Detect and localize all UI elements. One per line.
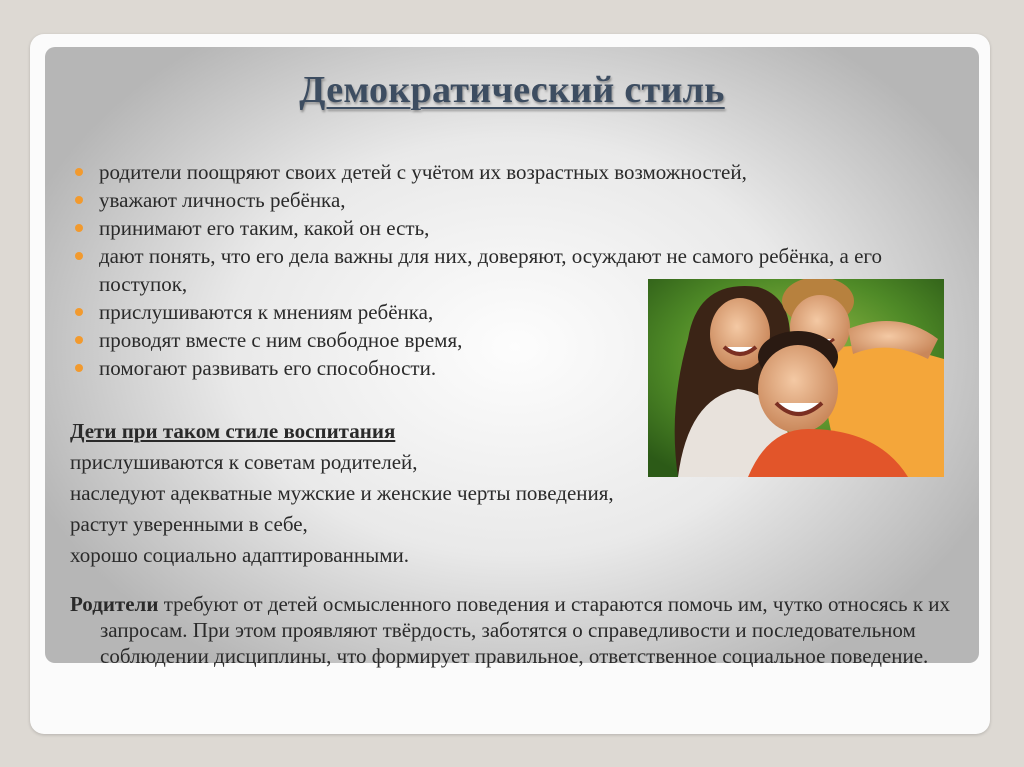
bullet-dot-icon [75,168,83,176]
bullet-dot-icon [75,196,83,204]
bullet-dot-icon [75,224,83,232]
bullet-dot-icon [75,308,83,316]
parents-text: требуют от детей осмысленного поведения и стараются помочь им, чутко относясь к их запросам. При этом проявляют твёрдость, заботятся о справедливости и последовательном соблюдении дисциплины, что формирует правильное, ответственное социальное поведение. [100,592,951,668]
list-item [72,214,932,242]
bullet-dot-icon [75,252,83,260]
children-line: хорошо социально адаптированными. [70,543,409,567]
children-section [70,416,830,571]
children-line: наследуют адекватные мужские и женские черты поведения, [70,481,614,505]
list-item [72,158,932,186]
children-heading: Дети при таком стиле воспитания [70,419,396,443]
bullet-dot-icon [75,364,83,372]
list-item-text: проводят вместе с ним свободное время, [99,328,463,352]
list-item-text: родители поощряют своих детей с учётом их возрастных возможностей, [99,160,747,184]
slide-title: Демократический стиль [299,69,725,111]
parents-paragraph [70,591,970,669]
bullet-dot-icon [75,336,83,344]
list-item-text: принимают его таким, какой он есть, [99,216,430,240]
list-item-text: дают понять, что его дела важны для них, доверяют, осуждают не самого ребёнка, а его поступок, [99,244,882,296]
children-line: растут уверенными в себе, [70,512,308,536]
children-line: прислушиваются к советам родителей, [70,450,418,474]
list-item-text: помогают развивать его способности. [99,356,437,380]
list-item-text: уважают личность ребёнка, [99,188,346,212]
list-item [72,186,932,214]
parents-bold-word: Родители [70,592,159,616]
list-item-text: прислушиваются к мнениям ребёнка, [99,300,434,324]
